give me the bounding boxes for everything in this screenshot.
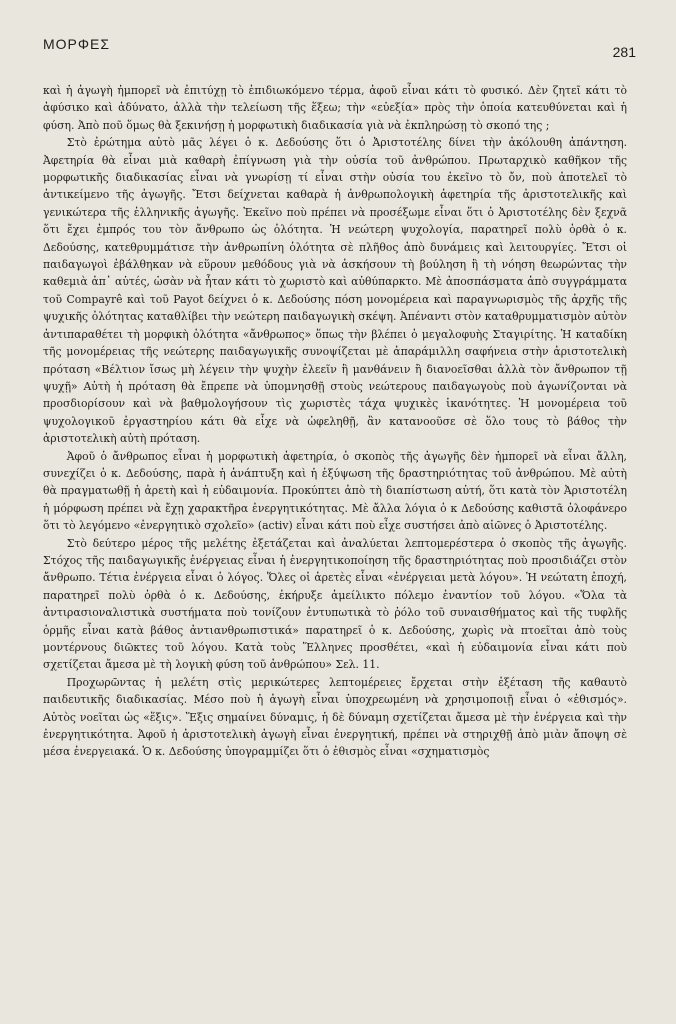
paragraph: Στὸ ἐρώτημα αὐτὸ μᾶς λέγει ὁ κ. Δεδούσης ὅτι ὁ Ἀριστοτέλης δίνει τὴν ἀκόλουθη ἀπάντηση. Ἀφετηρία θὰ εἶναι μιὰ καθαρὴ ἐπίγνωση γιὰ τὴν οὐσία τοῦ ἀνθρώπου. Πρωταρχικὸ καθῆκον τῆς μορφωτικῆς διαδικασίας εἶναι νὰ γνωρίσῃ τί εἶναι στὴν οὐσία του ἐκεῖνο τὸ ὄν, ποὺ ἀποτελεῖ τὸ ἀντικείμενο τῆς ἀγωγῆς. Ἔτσι δείχνεται καθαρὰ ἡ ἀνθρωπολογικὴ ἀφετηρία τῆς ἀριστοτελικῆς καὶ γενικώτερα τῆς ἑλληνικῆς ἀγωγῆς. Ἐκεῖνο ποὺ πρέπει νὰ προσέξωμε εἶναι ὅτι ὁ Ἀριστοτέλης δὲν ξεχνᾶ ὅτι ἔχει ἐμπρός του τὸν ἄνθρωπο ὡς ὁλότητα. Ἡ νεώτερη ψυχολογία, παρατηρεῖ πολὺ ὀρθὰ ὁ κ. Δεδούσης, κατεθρυμμάτισε τὴν ἀνθρωπίνη ὁλότητα σὲ πλῆθος ἀπὸ δυνάμεις καὶ λειτουργίες. Ἔτσι οἱ παιδαγωγοὶ ἐβάλθηκαν νὰ εὕρουν μεθόδους γιὰ νὰ ἀσκήσουν τὴ βούληση ἢ τὴ νόηση θεωρώντας τὴν καθεμιὰ ἀπ᾿ αὐτές, ὡσὰν νὰ ἦταν κάτι τὸ χωριστὸ καὶ αὐθύπαρκτο. Μὲ ἀποσπάσματα ἀπὸ συγγράμματα τοῦ Compayrê καὶ τοῦ Payot δείχνει ὁ κ. Δεδούσης πόση μονομέρεια καὶ παραγνωρισμὸς τῆς ἀρχῆς τῆς ψυχικῆς ὁλότητας καταθλίβει τὴν νεώτερη παιδαγωγικὴ σκέψη. Ἀπέναντι στὸν καταθρυμματισμὸν αὐτὸν ἀντιπαραθέτει τὴ μορφικὴ ὁλότητα «ἄνθρωπος» ὅπως τὴν βλέπει ὁ μεγαλοφυὴς Σταγιρίτης. Ἡ καταδίκη τῆς μονομέρειας τῆς νεώτερης παιδαγωγικῆς συνοψίζεται μὲ ἀπαράμιλλη σαφήνεια στὴν ἀριστοτελικὴ πρόταση «Βέλτιον ἴσως μὴ λέγειν τὴν ψυχὴν ἐλεεῖν ἢ μανθάνειν ἢ διανοεῖσθαι ἀλλὰ τὸν ἄνθρωπον τῇ ψυχῇ» Αὐτὴ ἡ πρόταση θὰ ἔπρεπε νὰ ὑπομνησθῇ στοὺς νεώτερους παιδαγωγοὺς ποὺ ἀγωνίζονται νὰ προσδιορίσουν καὶ νὰ βαθμολογήσουν τὶς χωριστὲς τάχα ψυχικὲς ἱκανότητες. Ἡ μονομέρεια τοῦ ψυχολογικοῦ ἐργαστηρίου κάτι θὰ εἶχε νὰ ὠφεληθῇ, ἂν κατανοοῦσε σὲ ὅλο τους τὸ βάθος τὴν ἀριστοτελικὴ αὐτὴ πρόταση. [43,136,627,446]
page-header [43,36,636,58]
paragraph: Προχωρῶντας ἡ μελέτη στὶς μερικώτερες λεπτομέρειες ἔρχεται στὴν ἐξέταση τῆς καθαυτὸ παιδευτικῆς διαδικασίας. Μέσο ποὺ ἡ ἀγωγὴ εἶναι ὑποχρεωμένη νὰ χρησιμοποιῇ εἶναι ὁ «ἐθισμός». Αὐτὸς νοεῖται ὡς «ἕξις». Ἕξις σημαίνει δύναμις, ἡ δὲ δύναμη σχετίζεται ἄμεσα μὲ τὴν ἐνέργεια καὶ τὴν ἐνεργητικότητα. Ἀφοῦ ἡ ἀριστοτελικὴ ἀγωγὴ εἶναι ἐνεργητική, πρέπει νὰ στηριχθῇ ἀπὸ μιὰν ἄποψη σὲ μέσα ἐνεργειακά. Ὁ κ. Δεδούσης ὑπογραμμίζει ὅτι ὁ ἐθισμὸς εἶναι «σχηματισμὸς [43,675,627,759]
body-text [43,82,627,761]
page-number: 281 [612,44,636,60]
paragraph: Στὸ δεύτερο μέρος τῆς μελέτης ἐξετάζεται καὶ ἀναλύεται λεπτομερέστερα ὁ σκοπὸς τῆς ἀγωγῆς. Στόχος τῆς παιδαγωγικῆς ἐνέργειας εἶναι ἡ ἐνεργητικοποίηση τῆς δραστηριότητας ποὺ προσιδιάζει στὸν ἄνθρωπο. Τέτια ἐνέργεια εἶναι ὁ λόγος. Ὅλες οἱ ἀρετὲς εἶναι «ἐνέργειαι μετὰ λόγου». Ἡ νεώτατη ἐποχή, παρατηρεῖ πολὺ ὀρθὰ ὁ κ. Δεδούσης, ἐκήρυξε ἀμείλικτο πόλεμο ἐναντίον τοῦ λόγου. «Ὅλα τὰ ἀντιρασιοναλιστικὰ συστήματα ποὺ τονίζουν ἐντυπωτικὰ τὸ ῥόλο τοῦ συναισθήματος καὶ τῆς τυφλῆς ὁρμῆς εἶναι κατὰ βάθος ἀντιανθρωπιστικά» παρατηρεῖ ὁ κ. Δεδούσης, χωρὶς νὰ πτοεῖται ἀπὸ τοὺς μοντέρνους διῶκτες τοῦ λόγου. Κατὰ τοὺς Ἕλληνες προσθέτει, «καὶ ἡ εὐδαιμονία εἶναι κάτι ποὺ σχετίζεται ἄμεσα μὲ τὴ λογικὴ φύση τοῦ ἀνθρώπου» Σελ. 11. [43,536,627,672]
paragraph: καὶ ἡ ἀγωγὴ ἠμπορεῖ νὰ ἐπιτύχῃ τὸ ἐπιδιωκόμενο τέρμα, ἀφοῦ εἶναι κάτι τὸ φυσικό. Δὲν ζητεῖ κάτι τὸ ἀφύσικο καὶ ἀδύνατο, ἀλλὰ τὴν τελείωση τῆς ἕξεω; τὴν «εὐεξία» πρὸς τὴν ὁποία κατευθύνεται καὶ ἡ φύση. Ἀπὸ ποῦ ὅμως θὰ ξεκινήσῃ ἡ μορφωτικὴ διαδικασία γιὰ νὰ ἐκπληρώσῃ τὸ σκοπό της ; [43,84,627,132]
running-head: ΜΟΡΦΕΣ [43,36,111,52]
paragraph: Ἀφοῦ ὁ ἄνθρωπος εἶναι ἡ μορφωτικὴ ἀφετηρία, ὁ σκοπὸς τῆς ἀγωγῆς δὲν ἠμπορεῖ νὰ εἶναι ἄλλη, συνεχίζει ὁ κ. Δεδούσης, παρὰ ἡ ἀνάπτυξη καὶ ἡ ἐξύψωση τῆς δραστηριότητας τοῦ ἀνθρώπου. Μὲ αὐτὴ θὰ πραγματωθῇ ἡ ἀρετὴ καὶ ἡ εὐδαιμονία. Προκύπτει ἀπὸ τὴ διαπίστωση αὐτή, ὅτι κατὰ τὸν Ἀριστοτέλη ἡ μόρφωση πρέπει νὰ ἔχῃ χαρακτῆρα ἐνεργητικότητας. Μὲ ἄλλα λόγια ὁ κ Δεδούσης καθιστᾶ ὁλοφάνερο ὅτι τὸ λεγόμενο «ἐνεργητικὸ σχολεῖο» (activ) εἶναι κάτι ποὺ εἶχε συστήσει ἀπὸ αἰῶνες ὁ Ἀριστοτέλης. [43,449,627,533]
